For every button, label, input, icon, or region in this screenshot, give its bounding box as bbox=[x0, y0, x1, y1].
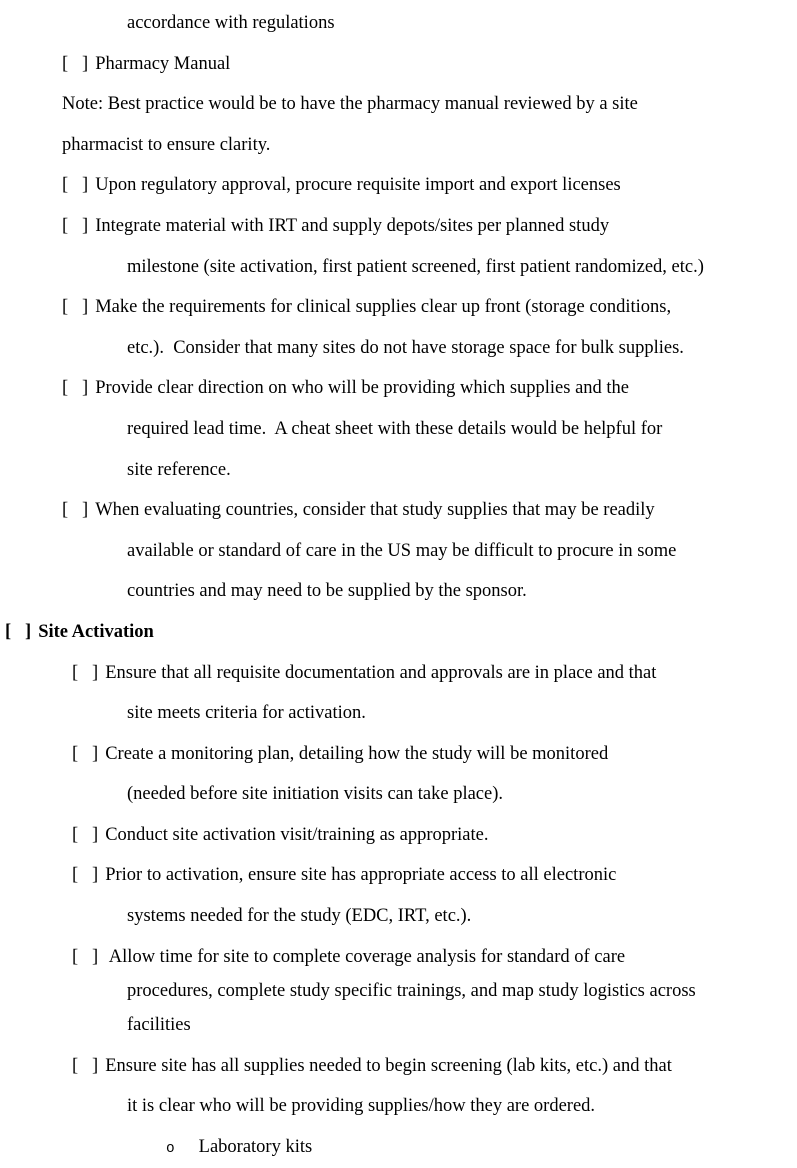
sub-bullet-item bbox=[0, 1127, 797, 1168]
continuation-line bbox=[0, 531, 797, 572]
continuation-line bbox=[0, 3, 797, 44]
line-text: facilities bbox=[127, 1015, 191, 1036]
checkbox-marker: [ ] bbox=[72, 824, 99, 845]
line-text: Make the requirements for clinical supplies clear up front (storage conditions, bbox=[95, 297, 672, 318]
checklist-item bbox=[0, 734, 797, 775]
line-text: Site Activation bbox=[38, 621, 154, 642]
checklist-item bbox=[0, 165, 797, 206]
checklist-item bbox=[0, 44, 797, 85]
line-text: When evaluating countries, consider that study supplies that may be readily bbox=[95, 500, 655, 521]
checkbox-marker: [ ] bbox=[72, 662, 99, 683]
note-line bbox=[0, 125, 797, 166]
line-text: it is clear who will be providing supplies/how they are ordered. bbox=[127, 1096, 596, 1117]
line-text: Ensure site has all supplies needed to begin screening (lab kits, etc.) and that bbox=[105, 1055, 672, 1076]
checklist-item bbox=[0, 653, 797, 694]
line-text: systems needed for the study (EDC, IRT, etc.). bbox=[127, 906, 472, 927]
continuation-line bbox=[0, 1005, 797, 1046]
checkbox-marker: [ ] bbox=[62, 500, 89, 521]
line-text: etc.). Consider that many sites do not have storage space for bulk supplies. bbox=[127, 337, 684, 358]
continuation-line bbox=[0, 693, 797, 734]
continuation-line bbox=[0, 328, 797, 369]
checklist-item bbox=[0, 206, 797, 247]
continuation-line bbox=[0, 409, 797, 450]
continuation-line bbox=[0, 571, 797, 612]
line-text: available or standard of care in the US may be difficult to procure in some bbox=[127, 540, 677, 561]
checklist-section-item bbox=[0, 612, 797, 653]
checklist-item bbox=[0, 368, 797, 409]
line-text: Pharmacy Manual bbox=[95, 53, 231, 74]
line-text: Conduct site activation visit/training as appropriate. bbox=[105, 824, 489, 845]
checkbox-marker: [ ] bbox=[5, 621, 32, 642]
line-text: Allow time for site to complete coverage analysis for standard of care bbox=[105, 946, 626, 967]
line-text: Upon regulatory approval, procure requisite import and export licenses bbox=[95, 175, 621, 196]
line-text: site reference. bbox=[127, 459, 231, 480]
continuation-line bbox=[0, 896, 797, 937]
checkbox-marker: [ ] bbox=[62, 215, 89, 236]
checkbox-marker: [ ] bbox=[62, 175, 89, 196]
checklist-item bbox=[0, 490, 797, 531]
line-text: Integrate material with IRT and supply depots/sites per planned study bbox=[95, 215, 610, 236]
line-text: Note: Best practice would be to have the pharmacy manual reviewed by a site bbox=[62, 94, 638, 115]
line-text: milestone (site activation, first patient screened, first patient randomized, etc.) bbox=[127, 256, 704, 277]
line-text: pharmacist to ensure clarity. bbox=[62, 134, 271, 155]
line-text: procedures, complete study specific trainings, and map study logistics across bbox=[127, 981, 696, 1002]
continuation-line bbox=[0, 977, 797, 1005]
checklist-item bbox=[0, 815, 797, 856]
line-text: Prior to activation, ensure site has appropriate access to all electronic bbox=[105, 865, 617, 886]
line-text: accordance with regulations bbox=[127, 13, 335, 33]
line-text: (needed before site initiation visits can take place). bbox=[127, 784, 504, 805]
checkbox-marker: [ ] bbox=[62, 297, 89, 318]
checkbox-marker: [ ] bbox=[72, 743, 99, 764]
checklist-item bbox=[0, 855, 797, 896]
note-line bbox=[0, 84, 797, 125]
checkbox-marker: [ ] bbox=[62, 378, 89, 399]
checklist-item bbox=[0, 937, 797, 978]
checkbox-marker: [ ] bbox=[72, 1055, 99, 1076]
bullet-marker: o bbox=[166, 1141, 175, 1158]
continuation-line bbox=[0, 1086, 797, 1127]
checklist-item bbox=[0, 1046, 797, 1087]
line-text: Laboratory kits bbox=[198, 1137, 313, 1158]
continuation-line bbox=[0, 774, 797, 815]
line-text: countries and may need to be supplied by the sponsor. bbox=[127, 581, 527, 602]
checkbox-marker: [ ] bbox=[62, 53, 89, 74]
line-text: Create a monitoring plan, detailing how the study will be monitored bbox=[105, 743, 609, 764]
line-text: Provide clear direction on who will be providing which supplies and the bbox=[95, 378, 630, 399]
line-text: site meets criteria for activation. bbox=[127, 703, 366, 724]
line-text: Ensure that all requisite documentation and approvals are in place and that bbox=[105, 662, 657, 683]
checklist-item bbox=[0, 287, 797, 328]
checkbox-marker: [ ] bbox=[72, 865, 99, 886]
line-text: required lead time. A cheat sheet with these details would be helpful for bbox=[127, 418, 663, 439]
checkbox-marker: [ ] bbox=[72, 946, 99, 967]
continuation-line bbox=[0, 450, 797, 491]
continuation-line bbox=[0, 247, 797, 288]
